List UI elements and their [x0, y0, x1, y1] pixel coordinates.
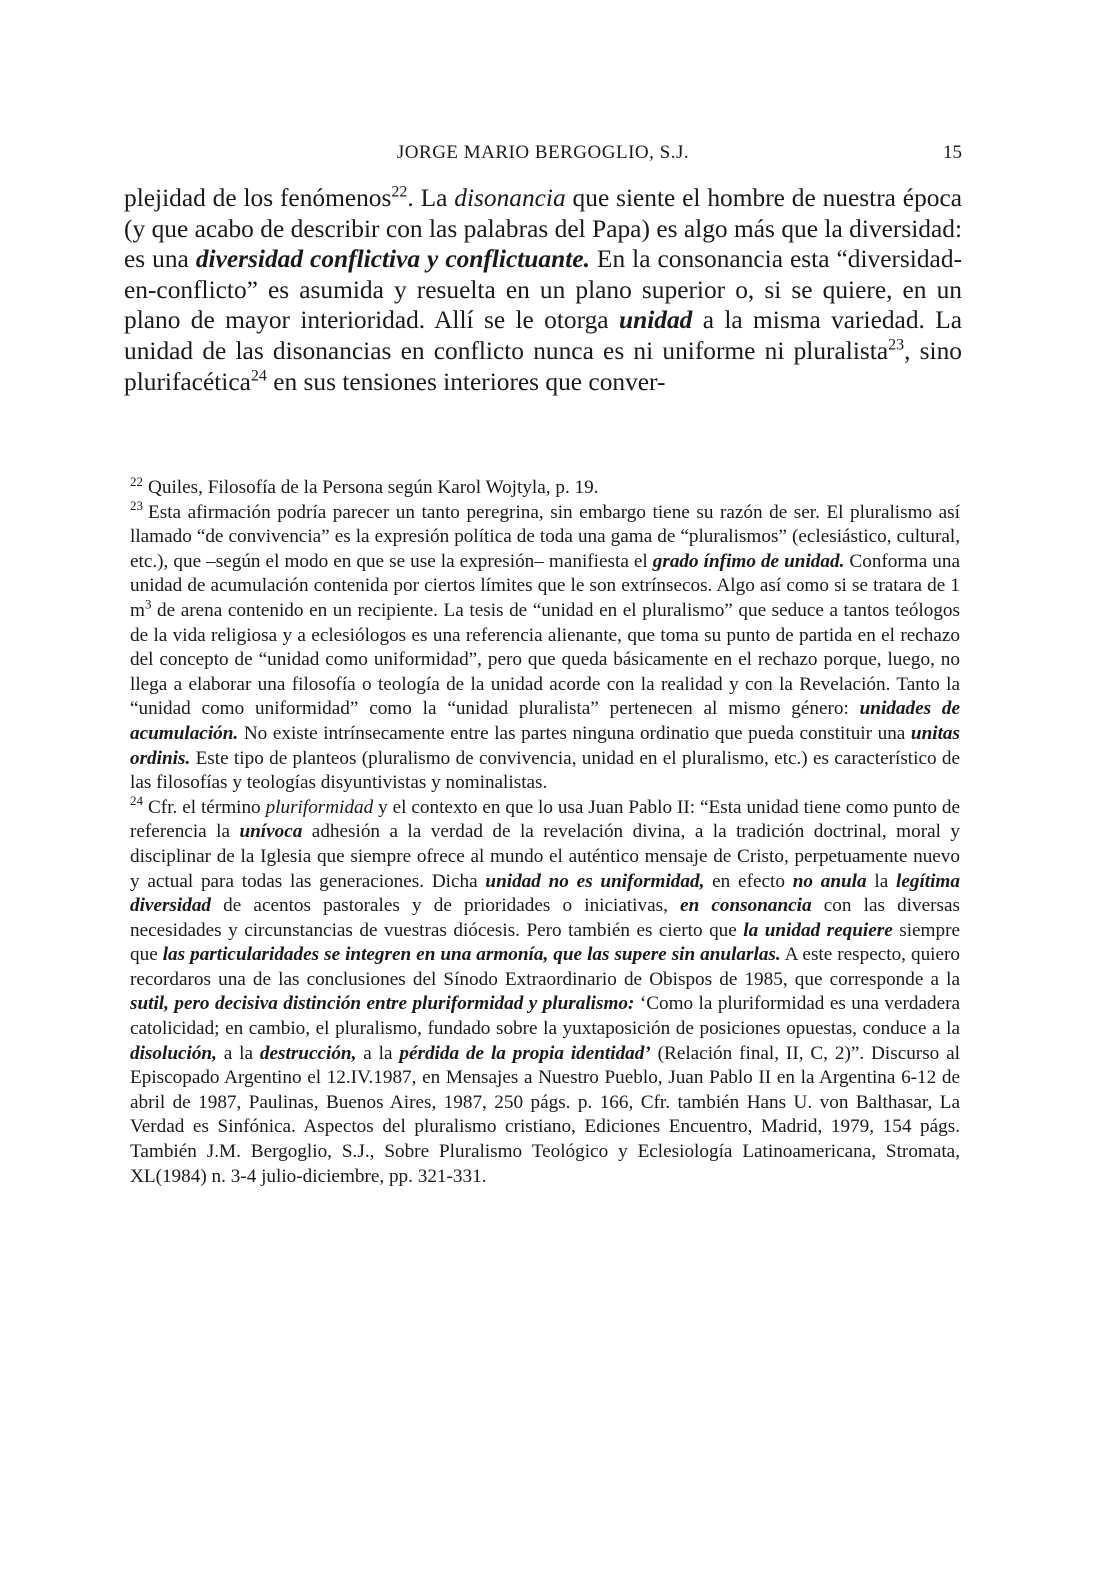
footnote-ref-24: 24 — [250, 367, 267, 385]
superscript: 3 — [144, 596, 152, 612]
body-text-run: plejidad de los fenómenos — [124, 184, 392, 212]
footnote-text: de acentos pastorales y de prioridades o iniciativas, — [211, 895, 681, 917]
footnote-text: con las diversas necesidades y circunstancias de vuestras diócesis. Pero también es cierto que — [130, 895, 960, 941]
footnote-emphasis: unívoca — [239, 821, 303, 843]
body-text-run: en sus tensiones interiores que conver- — [266, 367, 666, 396]
footnote-text: siempre que — [130, 919, 960, 966]
body-text-run: a la misma variedad. La unidad de las disonancias en conflicto nunca es ni uniforme ni pluralista — [124, 306, 963, 365]
footnote-emphasis: pluriformidad — [265, 796, 374, 818]
footnote-emphasis: unidades de acumulación. — [130, 698, 960, 744]
footnote-emphasis: las particularidades se integren en una armonía, que las supere sin anularlas. — [162, 944, 781, 966]
body-text-run: que siente el hombre de nuestra época (y que acabo de describir con las palabras del Papa) es algo más que la diversidad: es una — [124, 184, 962, 274]
emphasis-unidad: unidad — [618, 306, 693, 335]
emphasis-disonancia: disonancia — [454, 184, 566, 212]
footnote-text: y el contexto en que lo usa Juan Pablo II: “Esta unidad tiene como punto de referencia la — [130, 796, 961, 843]
footnote-emphasis: la unidad requiere — [743, 919, 893, 941]
footnote-text: (Relación final, II, C, 2)”. Discurso al Episcopado Argentino el 12.IV.1987, en Mensajes a Nuestro Pueblo, Juan Pablo II en la Argentina 6-12 de abril de 1987, Paulinas, Buenos Aires, 1987, 250 págs. p. 166, Cfr. también Hans U. von Balthasar, La Verdad es Sinfónica. Aspectos del pluralismo cristiano, Ediciones Encuentro, Madrid, 1979, 154 págs. También J.M. Bergoglio, S.J., Sobre Pluralismo Teológico y Eclesiología Latinoamericana, Stromata, XL(1984) n. 3-4 julio-diciembre, pp. 321-331. — [130, 1042, 960, 1187]
body-text-run: . La — [407, 184, 455, 212]
footnote-emphasis: disolución, — [130, 1042, 217, 1064]
page-number: 15 — [943, 142, 962, 163]
footnote-emphasis: en consonancia — [680, 895, 812, 917]
footnote-text: Esta afirmación podría parecer un tanto peregrina, sin embargo tiene su razón de ser. El pluralismo así llamado “de convivencia” es la expresión política de toda una gama de “pluralismos” (eclesiástico, cultural, etc.), que –según el modo en que se use la expresión– manifiesta el — [130, 501, 960, 572]
footnote-text: A este respecto, quiero recordaros una de las conclusiones del Sínodo Extraordinario de Obispos de 1985, que corresponde a la — [130, 944, 960, 990]
footnote-emphasis: legítima diversidad — [130, 870, 960, 917]
footnote-text: Este tipo de planteos (pluralismo de convivencia, unidad en el pluralismo, etc.) es característico de las filosofías y teologías disyuntivistas y nominalistas. — [130, 747, 960, 794]
footnote-text: Conforma una unidad de acumulación contenida por ciertos límites que le son extrínsecos. Algo así como si se tratara de 1 m — [130, 550, 960, 621]
footnote-text: en efecto — [704, 870, 793, 892]
footnote-text: de arena contenido en un recipiente. La tesis de “unidad en el pluralismo” que seduce a tantos teólogos de la vida religiosa y a eclesiólogos es una referencia alienante, que toma su punto de partida en el rechazo del concepto de “unidad como uniformidad”, pero que queda básicamente en el rechazo porque, luego, no llega a elaborar una filosofía o teología de la unidad acorde con la realidad y con la Revelación. Tanto la “unidad como uniformidad” como la “unidad pluralista” pertenecen al mismo género: — [130, 599, 960, 720]
footnote-22 — [130, 473, 960, 501]
footnote-emphasis: grado ínfimo de unidad. — [652, 550, 845, 572]
footnote-ref-22: 22 — [391, 183, 408, 201]
footnote-emphasis: unidad no es uniformidad, — [485, 870, 705, 892]
footnote-emphasis: unitas ordinis. — [130, 722, 960, 769]
body-text-run: , sino plurifacética — [124, 336, 962, 396]
footnote-text: a la — [216, 1042, 260, 1064]
running-title: JORGE MARIO BERGOGLIO, S.J. — [396, 142, 690, 163]
footnote-ref-23: 23 — [888, 336, 905, 354]
footnote-text: la — [866, 870, 896, 892]
footnote-number: 24 — [130, 793, 143, 809]
footnote-emphasis: sutil, pero decisiva distinción entre pluriformidad y pluralismo: — [130, 993, 635, 1015]
footnote-text: Quiles, Filosofía de la Persona según Karol Wojtyla, p. 19. — [148, 477, 599, 498]
footnote-23 — [130, 498, 960, 796]
footnote-text: adhesión a la verdad de la revelación divina, a la tradición doctrinal, moral y disciplinar de la Iglesia que siempre ofrece al mundo el auténtico mensaje de Cristo, perpetuamente nuevo y actual para todas las generaciones. Dicha — [130, 821, 960, 892]
footnote-emphasis: destrucción, — [259, 1042, 357, 1064]
footnote-text: ‘Como la pluriformidad es una verdadera catolicidad; en cambio, el pluralismo, fundado sobre la yuxtaposición de posiciones opuestas, conduce a la — [130, 993, 960, 1040]
footnote-text: Cfr. el término — [148, 796, 266, 818]
footnote-text: No existe intrínsecamente entre las partes ninguna ordinatio que pueda constituir una — [238, 722, 911, 744]
emphasis-diversidad-conflictiva: diversidad conflictiva y conflictuante. — [195, 245, 590, 274]
footnote-number: 22 — [130, 473, 143, 489]
footnote-emphasis: no anula — [792, 870, 867, 892]
footnote-number: 23 — [130, 498, 143, 514]
body-text-run: En la consonancia esta “diversidad-en-conflicto” es asumida y resuelta en un plano superior o, si se quiere, en un plano de mayor interioridad. Allí se le otorga — [124, 245, 962, 335]
body-paragraph — [124, 183, 962, 397]
footnote-emphasis: pérdida de la propia identidad’ — [399, 1042, 651, 1064]
running-head — [124, 142, 962, 168]
footnotes-section — [130, 473, 961, 1189]
footnote-text: a la — [356, 1042, 400, 1064]
footnote-24 — [130, 793, 961, 1190]
